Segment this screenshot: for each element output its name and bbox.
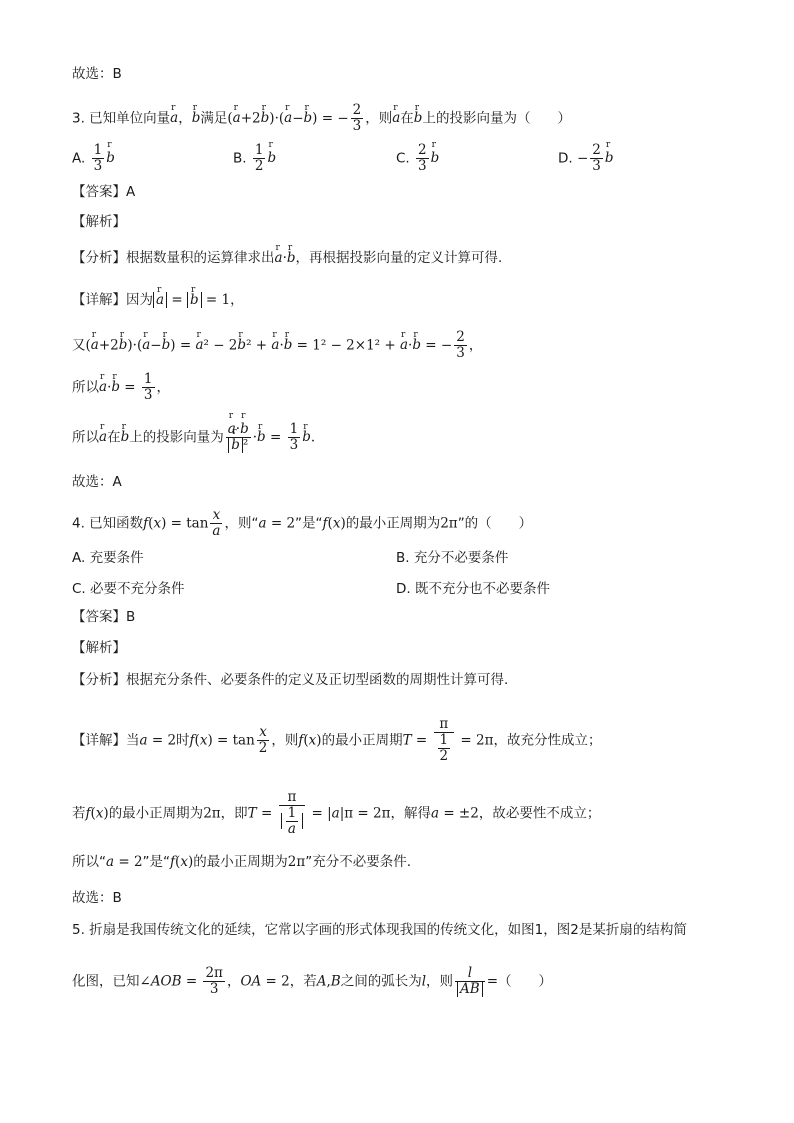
- option-label: A.: [72, 150, 86, 167]
- q4-text: ，则“: [224, 515, 259, 532]
- q4-option-c: [72, 577, 185, 597]
- q5-text: 之间的弧长为: [340, 973, 422, 990]
- detail-text: 又: [72, 337, 86, 354]
- detail-text: ，故充分性成立；: [493, 732, 602, 749]
- detail-text: 上的投影向量为: [129, 429, 224, 446]
- q3-text: 3. 已知单位向量: [72, 110, 171, 127]
- q4-text: 4. 已知函数: [72, 515, 144, 532]
- detail-text: 的最小正周期为: [108, 805, 204, 822]
- q5-text: 5. 折扇是我国传统文化的延续，它常以字画的形式体现我国的传统文化，如图1，图2是某折扇的结构简: [72, 922, 687, 938]
- detail-text: 时: [176, 732, 190, 749]
- question-3: 3. 已知单位向量r a，r b满足(r a+2r b)·(r a−r b) = − $\frac{2}{3}$ ，则r a在r b上的投影向量为（ ）: [72, 103, 571, 134]
- option-text: B. 充分不必要条件: [396, 550, 509, 566]
- detail-text: 若: [72, 805, 86, 822]
- fenxi-text: 【分析】根据数量积的运算律求出: [72, 250, 275, 266]
- question-4: 4. 已知函数f(x) = tan $\frac{x}{a}$ ，则“a = 2”是“f(x)的最小正周期为2π”的（ ）: [72, 507, 533, 539]
- detail-2-c: 所以“a = 2”是“f(x)的最小正周期为2π”充分不必要条件.: [72, 854, 411, 870]
- question-5-line-2: 化图，已知∠AOB = $\frac{2\pi}{3}$ ，OA = 2，若A,B之间的弧长为l，则 $\frac{l}{AB}$ =（ ）: [72, 965, 553, 997]
- q4-option-a: [72, 546, 144, 566]
- option-label: B.: [233, 150, 247, 167]
- detail-text: 【详解】当: [72, 732, 140, 749]
- fraction: $\frac{2}{3}$: [352, 102, 362, 134]
- q3-option-c: C. $\frac{2}{3}$ r b: [396, 143, 439, 174]
- analysis-tag-2: [72, 638, 126, 658]
- detail-1-b: 又(r a+2r b)·(r a−r b) = r a² − 2r b² + r a·r b = 1² − 2×1² + r a·r b = − $\frac{2}{3}$ ，: [72, 330, 482, 361]
- q3-option-d: D. − $\frac{2}{3}$ r b: [558, 143, 614, 174]
- detail-text: ”是“: [142, 854, 171, 870]
- question-5-line-1: [72, 920, 687, 940]
- q5-text: （ ）: [498, 973, 553, 990]
- q5-text: ，则: [426, 973, 454, 990]
- option-label: D.: [558, 150, 573, 167]
- detail-text: 在: [107, 429, 121, 446]
- detail-text: ，故必要性不成立；: [478, 805, 601, 822]
- q5-text: 化图，已知: [72, 973, 140, 990]
- answer-tag-1: [72, 182, 135, 202]
- q3-text: 上的投影向量为（ ）: [422, 110, 571, 127]
- answer-text: 【答案】A: [72, 184, 136, 200]
- detail-text: 所以“: [72, 854, 106, 870]
- detail-1-d: 所以r a在r b上的投影向量为 r a·r b r b ² ·r b = $\frac{1}{3}$ r b.: [72, 422, 315, 453]
- q3-text: 在: [400, 110, 414, 127]
- q5-text: ，若: [289, 973, 317, 990]
- detail-text: 所以: [72, 379, 99, 396]
- detail-text: 的最小正周期为: [193, 854, 288, 870]
- answer-text: 【答案】B: [72, 609, 136, 625]
- choose-text: 故选：B: [72, 890, 122, 906]
- q3-text: 满足: [200, 110, 228, 127]
- analysis-text: 【解析】: [72, 214, 126, 230]
- q3-text: ，: [178, 110, 192, 127]
- detail-text: ，解得: [390, 805, 431, 822]
- fenxi-text: 【分析】根据充分条件、必要条件的定义及正切型函数的周期性计算可得.: [72, 672, 509, 688]
- detail-text: 所以: [72, 429, 99, 446]
- choose-text: 故选：B: [72, 66, 122, 82]
- q5-text: ，: [226, 973, 241, 990]
- detail-text: ”充分不必要条件.: [305, 854, 411, 870]
- choose-line-3: [72, 888, 122, 908]
- option-label: C.: [396, 150, 410, 167]
- detail-text: ，即: [220, 805, 248, 822]
- detail-1-c: 所以r a·r b = $\frac{1}{3}$ ，: [72, 372, 170, 403]
- option-text: A. 充要条件: [72, 550, 144, 566]
- analysis-tag-1: [72, 212, 126, 232]
- q4-text: ”的（ ）: [457, 515, 533, 532]
- q3-option-b: B. $\frac{1}{2}$ r b: [233, 143, 276, 174]
- detail-text: 的最小正周期: [321, 732, 403, 749]
- fenxi-1: 【分析】根据数量积的运算律求出r a·r b，再根据投影向量的定义计算可得.: [72, 248, 502, 268]
- detail-2-b: 若f(x)的最小正周期为2π，即T = $\frac{\pi}{\frac{1}{a}}$ = |a|π = 2π，解得a = ±2，故必要性不成立；: [72, 789, 601, 837]
- option-text: D. 既不充分也不必要条件: [396, 581, 550, 597]
- detail-text: ，则: [271, 732, 299, 749]
- analysis-text: 【解析】: [72, 640, 126, 656]
- choose-line-1: [72, 64, 122, 84]
- q3-option-a: A. $\frac{1}{3}$ r b: [72, 143, 115, 174]
- choose-line-2: [72, 472, 122, 492]
- choose-text: 故选：A: [72, 474, 122, 490]
- fenxi-2: [72, 670, 508, 690]
- detail-text: 【详解】因为: [72, 292, 153, 308]
- option-text: C. 必要不充分条件: [72, 581, 185, 597]
- detail-2-a: 【详解】当a = 2时f(x) = tan $\frac{x}{2}$ ，则f(x)的最小正周期T = $\frac{\pi}{\frac{1}{2}}$ = 2π，故充分性成立；: [72, 716, 602, 764]
- q3-text: ，则: [365, 110, 393, 127]
- answer-tag-2: [72, 607, 135, 627]
- detail-1-a: 【详解】因为r a = r b = 1，: [72, 290, 244, 310]
- fenxi-text: ，再根据投影向量的定义计算可得.: [295, 250, 503, 266]
- q4-text: ”是“: [295, 515, 323, 532]
- q4-option-d: [396, 577, 550, 597]
- q4-text: 的最小正周期为: [345, 515, 441, 532]
- q4-option-b: [396, 546, 508, 566]
